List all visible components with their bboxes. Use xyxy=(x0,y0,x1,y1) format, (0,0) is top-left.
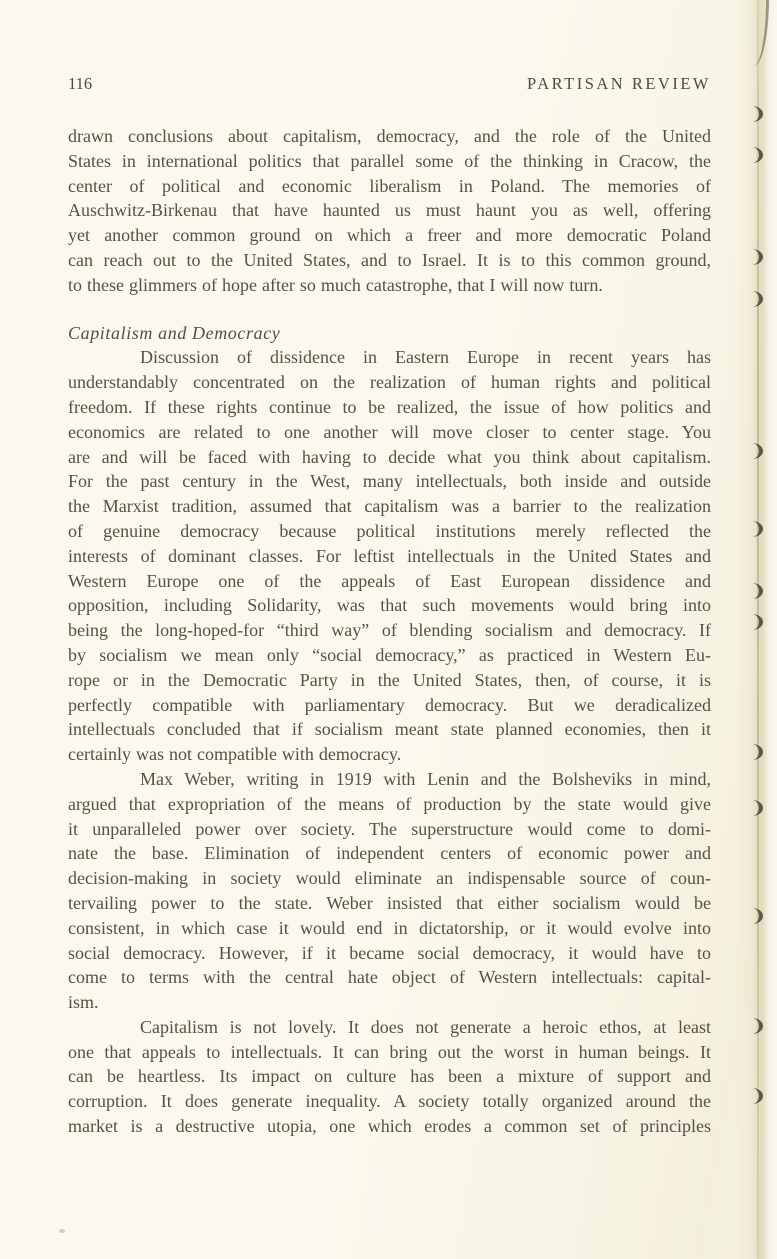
text-line: intellectuals concluded that if socialism meant state planned economies, then it xyxy=(68,719,711,740)
text-line: corruption. It does generate inequality. A society totally organized around the xyxy=(68,1091,711,1112)
text-line: rope or in the Democratic Party in the United States, then, of course, it is xyxy=(68,669,711,690)
text-line: opposition, including Solidarity, was that such movements would bring into xyxy=(68,595,711,616)
text-line: interests of dominant classes. For leftist intellectuals in the United States and xyxy=(68,545,711,566)
text-line: consistent, in which case it would end in dictatorship, or it would evolve into xyxy=(68,917,711,938)
page-edge-mark xyxy=(750,147,763,163)
page-edge-mark xyxy=(750,291,763,307)
text-line: ism. xyxy=(68,992,99,1013)
text-line: nate the base. Elimination of independent centers of economic power and xyxy=(68,843,711,864)
text-line: States in international politics that parallel some of the thinking in Cracow, the xyxy=(68,150,711,171)
text-line: of genuine democracy because political institutions merely reflected the xyxy=(68,520,711,541)
text-line: market is a destructive utopia, one which erodes a common set of principles xyxy=(68,1116,711,1137)
page-edge-mark xyxy=(750,908,763,924)
text-column xyxy=(68,124,711,1139)
text-line: to these glimmers of hope after so much catastrophe, that I will now turn. xyxy=(68,274,603,295)
text-line: argued that expropriation of the means of production by the state would give xyxy=(68,793,711,814)
journal-title: PARTISAN REVIEW xyxy=(527,74,711,93)
running-header xyxy=(68,74,711,94)
page-edge-mark xyxy=(750,614,763,630)
text-line: Max Weber, writing in 1919 with Lenin and the Bolsheviks in mind, xyxy=(140,768,711,789)
page-edge-mark xyxy=(750,106,763,122)
page-number: 116 xyxy=(68,74,93,93)
text-line: Capitalism is not lovely. It does not generate a heroic ethos, at least xyxy=(140,1016,711,1037)
page-edge-mark xyxy=(750,1088,763,1104)
text-line: perfectly compatible with parliamentary democracy. But we deradicalized xyxy=(68,694,711,715)
page-corner-curl xyxy=(752,0,769,66)
text-line: it unparalleled power over society. The superstructure would come to domi- xyxy=(68,818,711,839)
text-line: certainly was not compatible with democracy. xyxy=(68,744,402,765)
text-line: tervailing power to the state. Weber insisted that either socialism would be xyxy=(68,892,711,913)
page-edge-mark xyxy=(750,583,763,599)
page-edge-mark xyxy=(750,800,763,816)
text-line: Western Europe one of the appeals of East European dissidence and xyxy=(68,570,711,591)
text-line: being the long-hoped-for “third way” of blending socialism and democracy. If xyxy=(68,620,711,641)
page-edge-mark xyxy=(750,521,763,537)
page-edge-crease xyxy=(757,0,759,1259)
page-edge-mark xyxy=(750,744,763,760)
section-heading: Capitalism and Democracy xyxy=(68,322,281,343)
text-line: drawn conclusions about capitalism, democracy, and the role of the United xyxy=(68,126,711,146)
page-edge-mark xyxy=(750,443,763,459)
text-line: decision-making in society would eliminate an indispensable source of coun- xyxy=(68,868,711,889)
text-line: center of political and economic liberalism in Poland. The memories of xyxy=(68,175,711,196)
text-line: by socialism we mean only “social democracy,” as practiced in Western Eu- xyxy=(68,644,711,665)
text-line: social democracy. However, if it became social democracy, it would have to xyxy=(68,942,711,963)
text-line: Discussion of dissidence in Eastern Europe in recent years has xyxy=(140,347,711,368)
page-fore-edge xyxy=(735,0,777,1259)
text-line: the Marxist tradition, assumed that capitalism was a barrier to the realization xyxy=(68,496,711,517)
text-line: can reach out to the United States, and to Israel. It is to this common ground, xyxy=(68,249,711,270)
text-line: freedom. If these rights continue to be realized, the issue of how politics and xyxy=(68,396,711,417)
text-line: For the past century in the West, many intellectuals, both inside and outside xyxy=(68,471,711,492)
page-edge-mark xyxy=(750,249,763,265)
text-line: are and will be faced with having to decide what you think about capitalism. xyxy=(68,446,711,467)
text-line: yet another common ground on which a freer and more democratic Poland xyxy=(68,225,711,246)
text-line: come to terms with the central hate object of Western intellectuals: capital- xyxy=(68,967,711,988)
text-line: one that appeals to intellectuals. It can bring out the worst in human beings. It xyxy=(68,1041,711,1062)
text-line: understandably concentrated on the realization of human rights and political xyxy=(68,372,711,393)
text-line: economics are related to one another will move closer to center stage. You xyxy=(68,421,711,442)
scan-speck xyxy=(59,1229,65,1233)
text-line: can be heartless. Its impact on culture has been a mixture of support and xyxy=(68,1066,711,1087)
text-line: Auschwitz-Birkenau that have haunted us must haunt you as well, offering xyxy=(68,200,711,221)
page-edge-mark xyxy=(750,1018,763,1034)
